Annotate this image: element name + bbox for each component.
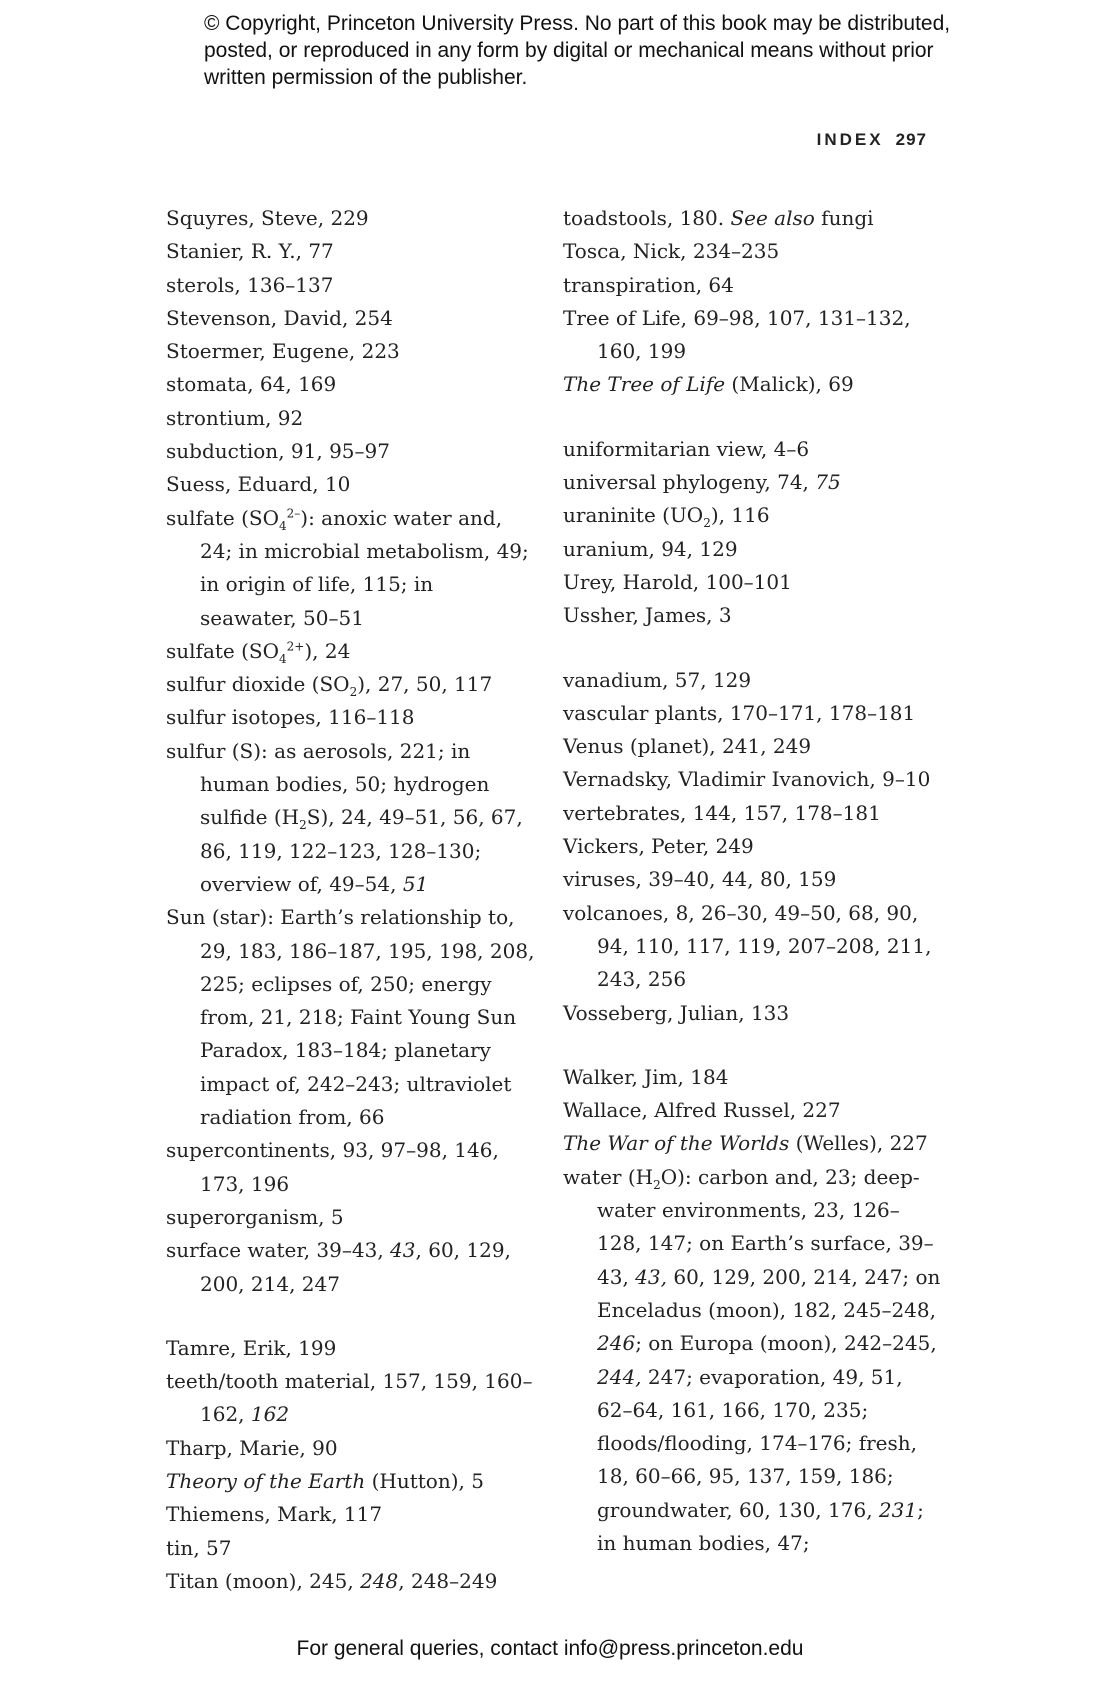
- index-entry: vertebrates, 144, 157, 178–181: [563, 800, 881, 825]
- footer-contact: For general queries, contact info@press.princeton.edu: [296, 1637, 804, 1660]
- index-entry: universal phylogeny, 74, 75: [563, 470, 841, 495]
- index-entry: tin, 57: [166, 1535, 232, 1560]
- index-entry: uranium, 94, 129: [563, 536, 738, 561]
- index-entry: viruses, 39–40, 44, 80, 159: [563, 867, 837, 892]
- index-entry: sulfate $(SO_4^{2+})$, 24: [166, 638, 351, 666]
- index-entry: uraninite $(UO_2)$, 116: [563, 503, 770, 531]
- index-entry: water $(H_2O)$: carbon and, 23; deep-water environments, 23, 126–128, 147; on Earth’s surface, 39–43, 43, 60, 129, 200, 214, 247; on Enceladus (moon), 182, 245–248, 246; on Europa (moon), 242–245, 244, 247; evaporation, 49, 51, 62–64, 161, 166, 170, 235; floods/flooding, 174–176; fresh, 18, 60–66, 95, 137, 159, 186; groundwater, 60, 130, 176, 231; in human bodies, 47;: [563, 1164, 941, 1555]
- copyright-notice: © Copyright, Princeton University Press. No part of this book may be distributed, posted, or reproduced in any form by digital or mechanical means without prior written permission of the publisher.: [204, 12, 951, 89]
- index-entry: Urey, Harold, 100–101: [563, 569, 792, 594]
- index-entry: Stoermer, Eugene, 223: [166, 339, 400, 364]
- running-head-title: INDEX: [816, 130, 884, 149]
- letter-gap: [166, 1301, 536, 1332]
- letter-gap: [563, 1030, 943, 1061]
- index-entry: Tamre, Erik, 199: [166, 1335, 337, 1360]
- index-entry: subduction, 91, 95–97: [166, 439, 390, 464]
- index-entry: Squyres, Steve, 229: [166, 206, 369, 230]
- index-entry: sulfur (S): as aerosols, 221; in human bodies, 50; hydrogen sulfide $(H_2S)$, 24, 49–51, 56, 67, 86, 119, 122–123, 128–130; overview of, 49–54, 51: [166, 738, 523, 896]
- index-entry: supercontinents, 93, 97–98, 146, 173, 196: [166, 1138, 499, 1196]
- index-entry: Tharp, Marie, 90: [166, 1435, 338, 1460]
- index-entry: Tree of Life, 69–98, 107, 131–132, 160, 199: [563, 305, 911, 364]
- index-entry: surface water, 39–43, 43, 60, 129, 200, 214, 247: [166, 1238, 511, 1296]
- index-entry: Venus (planet), 241, 249: [563, 734, 812, 759]
- index-entry: Vickers, Peter, 249: [563, 834, 754, 859]
- index-entry: Thiemens, Mark, 117: [166, 1502, 383, 1527]
- index-entry: The War of the Worlds (Welles), 227: [563, 1131, 928, 1156]
- index-entry: Titan (moon), 245, 248, 248–249: [166, 1568, 498, 1593]
- index-entry: vanadium, 57, 129: [563, 667, 752, 692]
- index-entry: Sun (star): Earth’s relationship to, 29, 183, 186–187, 195, 198, 208, 225; eclipses of, 250; energy from, 21, 218; Faint Young Sun Paradox, 183–184; planetary impact of, 242–243; ultraviolet radiation from, 66: [166, 905, 535, 1130]
- index-entry: sterols, 136–137: [166, 272, 334, 297]
- index-entry: stomata, 64, 169: [166, 372, 337, 397]
- index-entry: transpiration, 64: [563, 272, 734, 297]
- index-entry: Walker, Jim, 184: [563, 1064, 729, 1089]
- index-entry: strontium, 92: [166, 405, 304, 430]
- page-number: 297: [895, 130, 927, 149]
- index-entry: Wallace, Alfred Russel, 227: [563, 1098, 841, 1123]
- running-head: [817, 130, 927, 150]
- letter-gap: [563, 633, 943, 664]
- index-entry: superorganism, 5: [166, 1204, 344, 1229]
- index-entry: Vosseberg, Julian, 133: [563, 1000, 790, 1025]
- index-entry: Theory of the Earth (Hutton), 5: [166, 1468, 484, 1493]
- index-entry: Suess, Eduard, 10: [166, 472, 351, 497]
- index-entry: The Tree of Life (Malick), 69: [563, 372, 854, 397]
- index-entry: sulfur isotopes, 116–118: [166, 705, 415, 730]
- index-column-left: [166, 202, 536, 1598]
- index-column-right: [563, 202, 943, 1560]
- index-entry: Stanier, R. Y., 77: [166, 239, 334, 264]
- index-entry: Ussher, James, 3: [563, 603, 732, 628]
- index-entry: toadstools, 180. See also fungi: [563, 206, 874, 230]
- index-entry: uniformitarian view, 4–6: [563, 436, 810, 461]
- index-entry: vascular plants, 170–171, 178–181: [563, 700, 916, 725]
- index-entry: volcanoes, 8, 26–30, 49–50, 68, 90, 94, 110, 117, 119, 207–208, 211, 243, 256: [563, 900, 932, 992]
- index-entry: Stevenson, David, 254: [166, 305, 393, 330]
- letter-gap: [563, 402, 943, 433]
- index-entry: teeth/tooth material, 157, 159, 160–162, 162: [166, 1369, 533, 1427]
- index-entry: sulfate $(SO_4^{2-})$: anoxic water and, 24; in microbial metabolism, 49; in origin of life, 115; in seawater, 50–51: [166, 505, 529, 630]
- index-entry: Vernadsky, Vladimir Ivanovich, 9–10: [563, 767, 931, 792]
- index-entry: sulfur dioxide $(SO_2)$, 27, 50, 117: [166, 672, 493, 700]
- index-entry: Tosca, Nick, 234–235: [563, 239, 780, 264]
